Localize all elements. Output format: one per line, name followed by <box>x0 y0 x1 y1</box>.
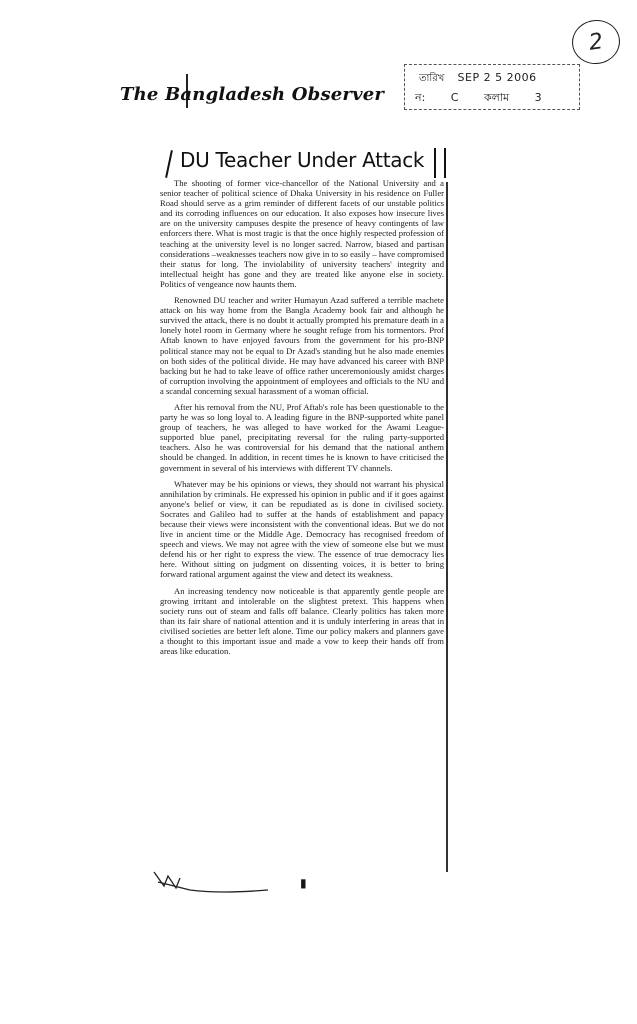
headline-pen-mark-right <box>434 148 446 178</box>
date-stamp <box>404 64 580 110</box>
date-stamp-date: SEP 2 5 2006 <box>457 71 537 84</box>
article-headline: DU Teacher Under Attack <box>180 148 425 172</box>
pen-scribble <box>150 864 280 894</box>
date-stamp-row-2 <box>415 89 564 108</box>
date-stamp-field: C <box>450 91 459 104</box>
date-stamp-label: তারিখ <box>419 73 445 84</box>
newspaper-masthead: The Bangladesh Observer <box>120 84 385 105</box>
article-paragraph: Whatever may be his opinions or views, they should not warrant his physical annihilation by criminals. He expressed his opinion in public and if it goes against anyone's belief or view, it can be repudiated as is done in civilised society. Socrates and Galileo had to suffer at the hands of establishment and papacy because their views were inconsistent with the conventional ideas. But we do not live in ancient time or the Middle Age. Democracy has recognised freedom of speech and views. We may not agree with the view of someone else but we must defend his or her right to express the view. The essence of true democracy lies here. Without sitting on judgment on dissenting voices, it is better to bring forward rational argument against the view and detect its weakness. <box>160 478 444 580</box>
article-paragraph: Renowned DU teacher and writer Humayun Azad suffered a terrible machete attack on his way home from the Bangla Academy book fair and although he survived the attack, there is no doubt it actually prompted his premature death in a lonely hotel room in Germany where he sought refuge from his tormentors. Prof Aftab known to have enjoyed favours from the government for his pro-BNP political stance may not be equal to Dr Azad's standing but he also made enemies on both sides of the political divide. He may have advanced his career with BNP backing but he had to take leave of office rather unceremoniously amidst charges of corruption involving the appointment of employees and officials to the NU and a scandal concerning sexual harassment of a woman official. <box>160 295 444 396</box>
article-body <box>160 178 444 662</box>
article-paragraph: The shooting of former vice-chancellor of the National University and a senior teacher of political science of Dhaka University in his residence on Fuller Road should serve as a grim reminder of different facets of our unstable politics and its corroding influences on our education. It also exposes how insecure lives are on the university campuses despite the presence of heavy contingents of law enforcers there. What is most tragic is that the once highly respected profession of teaching at the university level is no longer sacred. Narrow, biased and partisan considerations –weaknesses teachers now give in to so easily – have compromised their status for long. The inviolability of university teachers' integrity and intellectual height has gone and they are treated like anyone else in society. Politics of vengeance now haunts them. <box>160 178 444 289</box>
headline-pen-mark-left <box>165 150 173 178</box>
date-stamp-row <box>419 71 537 88</box>
end-mark: ▮ <box>300 876 307 890</box>
article-paragraph: After his removal from the NU, Prof Aftab's role has been questionable to the party he was so long loyal to. A leading figure in the BNP-supported white panel group of teachers, he was alleged to have worked for the Awami League-supported blue panel, precipitating reversal for the ruling party-supported teachers. Also he was controversial for his demand that the national anthem should be changed. In addition, in recent times he is known to have criticised the government in several of his interviews with different TV channels. <box>160 401 444 473</box>
article-paragraph: An increasing tendency now noticeable is that apparently gentle people are growing irritant and intolerable on the slightest pretext. This happens when society runs out of steam and falls off balance. Clearly politics has taken more than its fair share of national attention and it is unduly interfering in areas that in civilised societies are better left alone. Time our policy makers and planners gave a thought to this important issue and made a vow to keep their hands off from areas like education. <box>160 585 444 657</box>
page-number-circle <box>569 17 623 67</box>
article-clipping <box>158 148 448 890</box>
date-stamp-field: ন: <box>415 91 426 104</box>
page-number: 2 <box>587 28 605 56</box>
date-stamp-field: 3 <box>534 91 542 104</box>
column-margin-line <box>446 182 448 872</box>
date-stamp-field: কলাম <box>483 91 510 104</box>
